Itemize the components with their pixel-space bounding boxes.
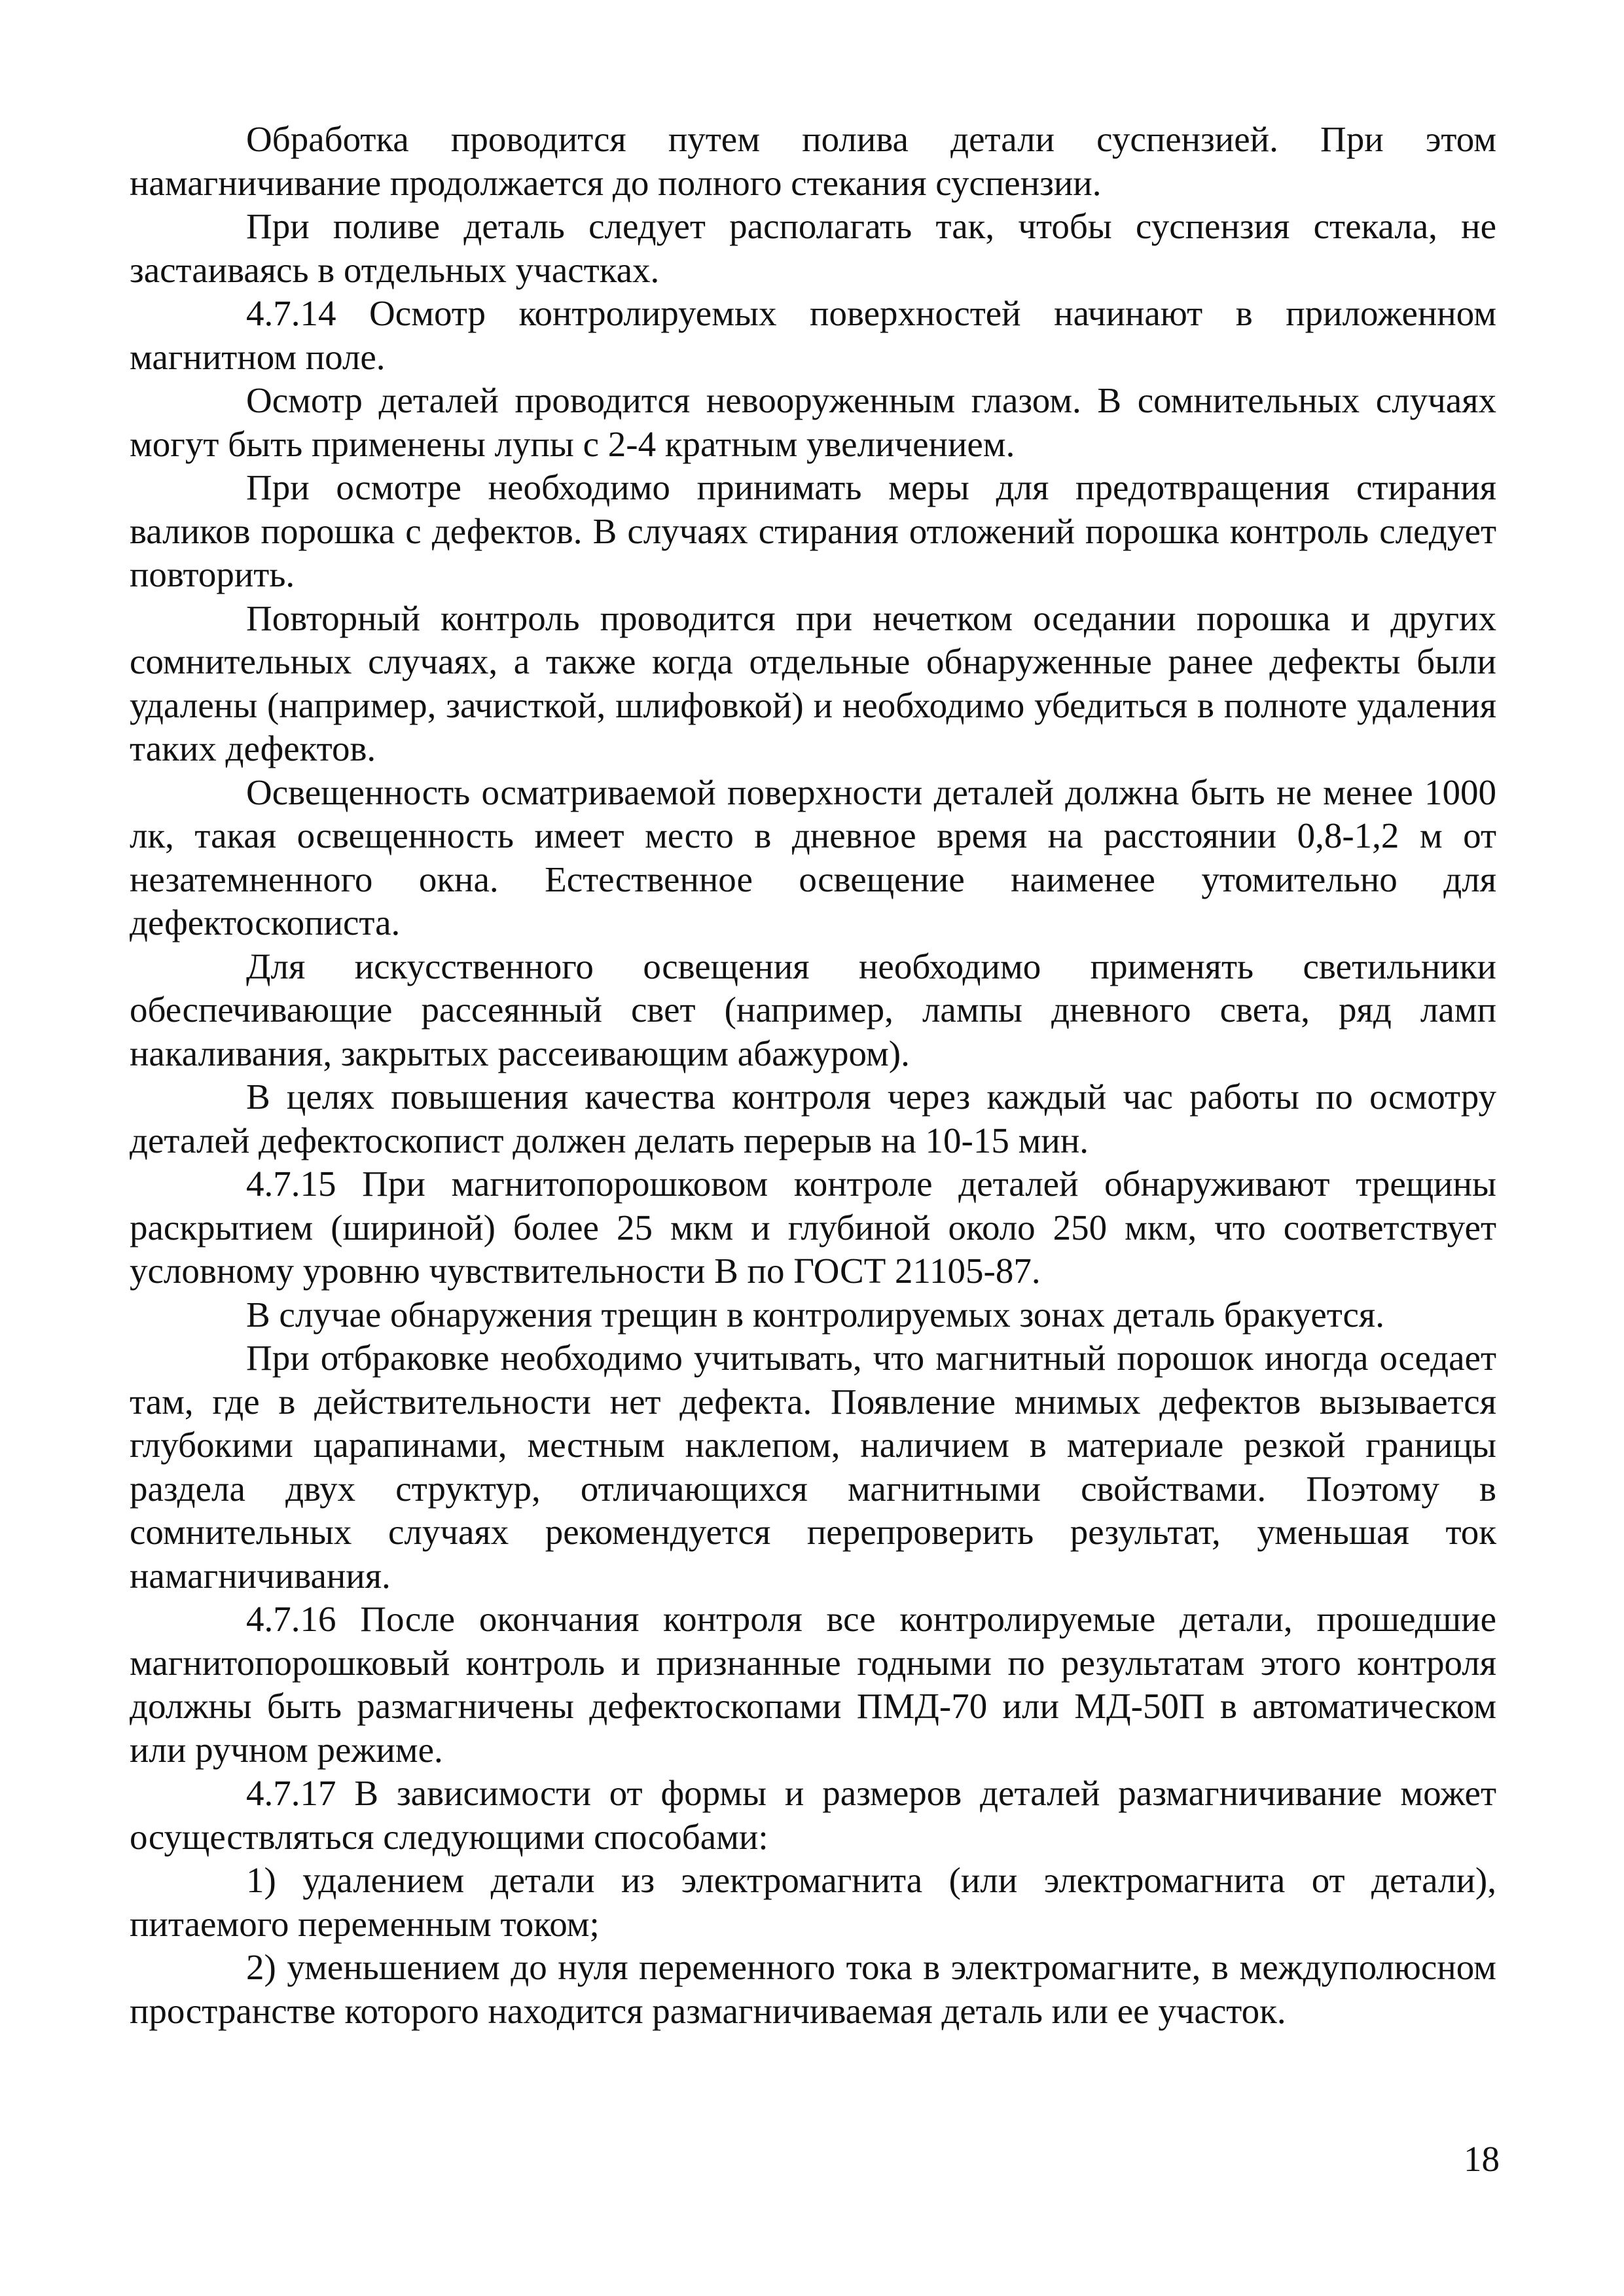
paragraph: Освещенность осматриваемой поверхности деталей должна быть не менее 1000 лк, такая освещенность имеет место в дневное время на расстоянии 0,8-1,2 м от незатемненного окна. Естественное освещение наименее утомительно для дефектоскописта. [130, 772, 1496, 942]
paragraph: Осмотр деталей проводится невооруженным глазом. В сомнительных случаях могут быть применены лупы с 2-4 кратным увеличением. [130, 380, 1496, 464]
document-page [130, 118, 1496, 2033]
paragraph: Обработка проводится путем полива детали суспензией. При этом намагничивание продолжается до полного стекания суспензии. [130, 119, 1496, 203]
paragraph: 4.7.15 При магнитопорошковом контроле деталей обнаруживают трещины раскрытием (шириной) более 25 мкм и глубиной около 250 мкм, что соответствует условному уровню чувствительности В по ГОСТ 21105-87. [130, 1164, 1496, 1291]
paragraph: 1) удалением детали из электромагнита (или электромагнита от детали), питаемого переменным током; [130, 1860, 1496, 1944]
paragraph: При отбраковке необходимо учитывать, что магнитный порошок иногда оседает там, где в действительности нет дефекта. Появление мнимых дефектов вызывается глубокими царапинами, местным наклепом, наличием в материале резкой границы раздела двух структур, отличающихся магнитными свойствами. Поэтому в сомнительных случаях рекомендуется перепроверить результат, уменьшая ток намагничивания. [130, 1338, 1496, 1596]
paragraph: В целях повышения качества контроля через каждый час работы по осмотру деталей дефектоскопист должен делать перерыв на 10-15 мин. [130, 1077, 1496, 1160]
paragraph: 2) уменьшением до нуля переменного тока в электромагните, в междуполюсном пространстве которого находится размагничиваемая деталь или ее участок. [130, 1947, 1496, 2031]
paragraph: При осмотре необходимо принимать меры для предотвращения стирания валиков порошка с дефектов. В случаях стирания отложений порошка контроль следует повторить. [130, 467, 1496, 594]
page-number: 18 [1464, 2139, 1500, 2179]
paragraph: 4.7.14 Осмотр контролируемых поверхностей начинают в приложенном магнитном поле. [130, 293, 1496, 377]
paragraph: 4.7.16 После окончания контроля все контролируемые детали, прошедшие магнитопорошковый контроль и признанные годными по результатам этого контроля должны быть размагничены дефектоскопами ПМД-70 или МД-50П в автоматическом или ручном режиме. [130, 1599, 1496, 1770]
paragraph: Повторный контроль проводится при нечетком оседании порошка и других сомнительных случаях, а также когда отдельные обнаруженные ранее дефекты были удалены (например, зачисткой, шлифовкой) и необходимо убедиться в полноте удаления таких дефектов. [130, 598, 1496, 768]
paragraph: В случае обнаружения трещин в контролируемых зонах деталь бракуется. [246, 1294, 1384, 1335]
paragraph: Для искусственного освещения необходимо применять светильники обеспечивающие рассеянный свет (например, лампы дневного света, ряд ламп накаливания, закрытых рассеивающим абажуром). [130, 946, 1496, 1073]
paragraph: При поливе деталь следует располагать так, чтобы суспензия стекала, не застаиваясь в отдельных участках. [130, 206, 1496, 290]
paragraph: 4.7.17 В зависимости от формы и размеров деталей размагничивание может осуществляться следующими способами: [130, 1773, 1496, 1857]
